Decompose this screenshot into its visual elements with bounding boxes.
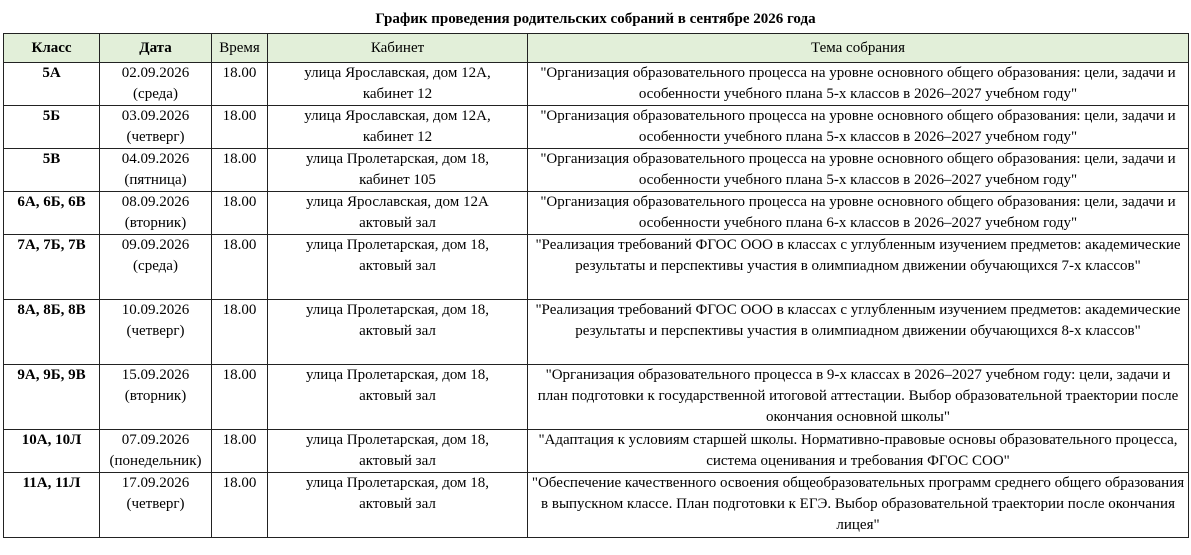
table-row — [4, 106, 1189, 149]
class-cell: 11А, 11Л — [4, 473, 100, 538]
time-cell: 18.00 — [212, 300, 268, 365]
table-row — [4, 473, 1189, 538]
topic-cell: "Реализация требований ФГОС ООО в классах с углубленным изучением предметов: академические результаты и перспективы участия в олимпиадном движении обучающихся 8-х классов" — [528, 300, 1189, 365]
table-row — [4, 430, 1189, 473]
room-address: улица Пролетарская, дом 18, — [305, 237, 490, 253]
time-cell: 18.00 — [212, 149, 268, 192]
weekday-value: (четверг) — [126, 496, 185, 512]
weekday-value: (четверг) — [126, 129, 185, 145]
time-cell: 18.00 — [212, 473, 268, 538]
room-address: улица Ярославская, дом 12А — [306, 194, 489, 210]
weekday-value: (понедельник) — [109, 453, 202, 469]
table-row — [4, 149, 1189, 192]
date-value: 10.09.2026 — [121, 302, 190, 318]
weekday-value: (вторник) — [124, 215, 187, 231]
table-row — [4, 63, 1189, 106]
room-number: актовый зал — [359, 258, 436, 274]
room-cell — [268, 192, 528, 235]
room-number: актовый зал — [359, 323, 436, 339]
date-value: 07.09.2026 — [121, 432, 190, 448]
room-number: кабинет 12 — [362, 129, 433, 145]
room-number: актовый зал — [359, 496, 436, 512]
room-cell — [268, 365, 528, 430]
room-cell — [268, 235, 528, 300]
weekday-value: (среда) — [133, 258, 178, 274]
table-header-row — [4, 34, 1189, 63]
date-value: 17.09.2026 — [121, 475, 190, 491]
class-cell: 10А, 10Л — [4, 430, 100, 473]
room-cell — [268, 106, 528, 149]
topic-cell: "Организация образовательного процесса в 9-х классах в 2026–2027 учебном году: цели, задачи и план подготовки к государственной итоговой аттестации. Выбор образовательной траектории после окончания основной школы" — [528, 365, 1189, 430]
room-address: улица Пролетарская, дом 18, — [305, 151, 490, 167]
column-header-topic: Тема собрания — [528, 34, 1189, 63]
weekday-value: (четверг) — [126, 323, 185, 339]
room-number: актовый зал — [359, 453, 436, 469]
class-cell: 5А — [4, 63, 100, 106]
date-cell — [100, 430, 212, 473]
column-header-date: Дата — [100, 34, 212, 63]
time-cell: 18.00 — [212, 365, 268, 430]
room-cell — [268, 473, 528, 538]
weekday-value: (пятница) — [124, 172, 187, 188]
page-title: График проведения родительских собраний в сентябре 2026 года — [375, 11, 816, 27]
room-cell — [268, 300, 528, 365]
class-cell: 8А, 8Б, 8В — [4, 300, 100, 365]
room-address: улица Пролетарская, дом 18, — [305, 432, 490, 448]
date-cell — [100, 106, 212, 149]
table-row — [4, 365, 1189, 430]
room-number: актовый зал — [359, 215, 436, 231]
room-address: улица Пролетарская, дом 18, — [305, 367, 490, 383]
room-address: улица Пролетарская, дом 18, — [305, 475, 490, 491]
date-cell — [100, 300, 212, 365]
column-header-time: Время — [212, 34, 268, 63]
date-value: 09.09.2026 — [121, 237, 190, 253]
topic-cell: "Адаптация к условиям старшей школы. Нормативно-правовые основы образовательного процесса, система оценивания и требования ФГОС СОО" — [528, 430, 1189, 473]
date-value: 03.09.2026 — [121, 108, 190, 124]
time-cell: 18.00 — [212, 63, 268, 106]
table-row — [4, 300, 1189, 365]
room-cell — [268, 149, 528, 192]
meetings-table — [3, 33, 1189, 538]
time-cell: 18.00 — [212, 430, 268, 473]
date-value: 02.09.2026 — [121, 65, 190, 81]
class-cell: 7А, 7Б, 7В — [4, 235, 100, 300]
room-address: улица Ярославская, дом 12А, — [304, 65, 491, 81]
column-header-class: Класс — [4, 34, 100, 63]
time-cell: 18.00 — [212, 235, 268, 300]
topic-cell: "Организация образовательного процесса на уровне основного общего образования: цели, задачи и особенности учебного плана 5-х классов в 2026–2027 учебном году" — [528, 63, 1189, 106]
topic-cell: "Организация образовательного процесса на уровне основного общего образования: цели, задачи и особенности учебного плана 6-х классов в 2026–2027 учебном году" — [528, 192, 1189, 235]
date-cell — [100, 473, 212, 538]
topic-cell: "Обеспечение качественного освоения общеобразовательных программ среднего общего образования в выпускном классе. План подготовки к ЕГЭ. Выбор образовательной траектории после окончания лицея" — [528, 473, 1189, 538]
class-cell: 9А, 9Б, 9В — [4, 365, 100, 430]
room-cell — [268, 63, 528, 106]
time-cell: 18.00 — [212, 106, 268, 149]
class-cell: 5Б — [4, 106, 100, 149]
column-header-room: Кабинет — [268, 34, 528, 63]
date-cell — [100, 63, 212, 106]
date-cell — [100, 235, 212, 300]
date-cell — [100, 192, 212, 235]
topic-cell: "Организация образовательного процесса на уровне основного общего образования: цели, задачи и особенности учебного плана 5-х классов в 2026–2027 учебном году" — [528, 106, 1189, 149]
room-number: кабинет 12 — [362, 86, 433, 102]
room-number: актовый зал — [359, 388, 436, 404]
date-value: 04.09.2026 — [121, 151, 190, 167]
class-cell: 6А, 6Б, 6В — [4, 192, 100, 235]
time-cell: 18.00 — [212, 192, 268, 235]
room-cell — [268, 430, 528, 473]
room-address: улица Пролетарская, дом 18, — [305, 302, 490, 318]
room-address: улица Ярославская, дом 12А, — [304, 108, 491, 124]
date-value: 15.09.2026 — [121, 367, 190, 383]
topic-cell: "Реализация требований ФГОС ООО в классах с углубленным изучением предметов: академические результаты и перспективы участия в олимпиадном движении обучающихся 7-х классов" — [528, 235, 1189, 300]
weekday-value: (вторник) — [124, 388, 187, 404]
table-row — [4, 235, 1189, 300]
weekday-value: (среда) — [133, 86, 178, 102]
room-number: кабинет 105 — [359, 172, 436, 188]
topic-cell: "Организация образовательного процесса на уровне основного общего образования: цели, задачи и особенности учебного плана 5-х классов в 2026–2027 учебном году" — [528, 149, 1189, 192]
date-cell — [100, 365, 212, 430]
class-cell: 5В — [4, 149, 100, 192]
date-value: 08.09.2026 — [121, 194, 190, 210]
date-cell — [100, 149, 212, 192]
table-row — [4, 192, 1189, 235]
